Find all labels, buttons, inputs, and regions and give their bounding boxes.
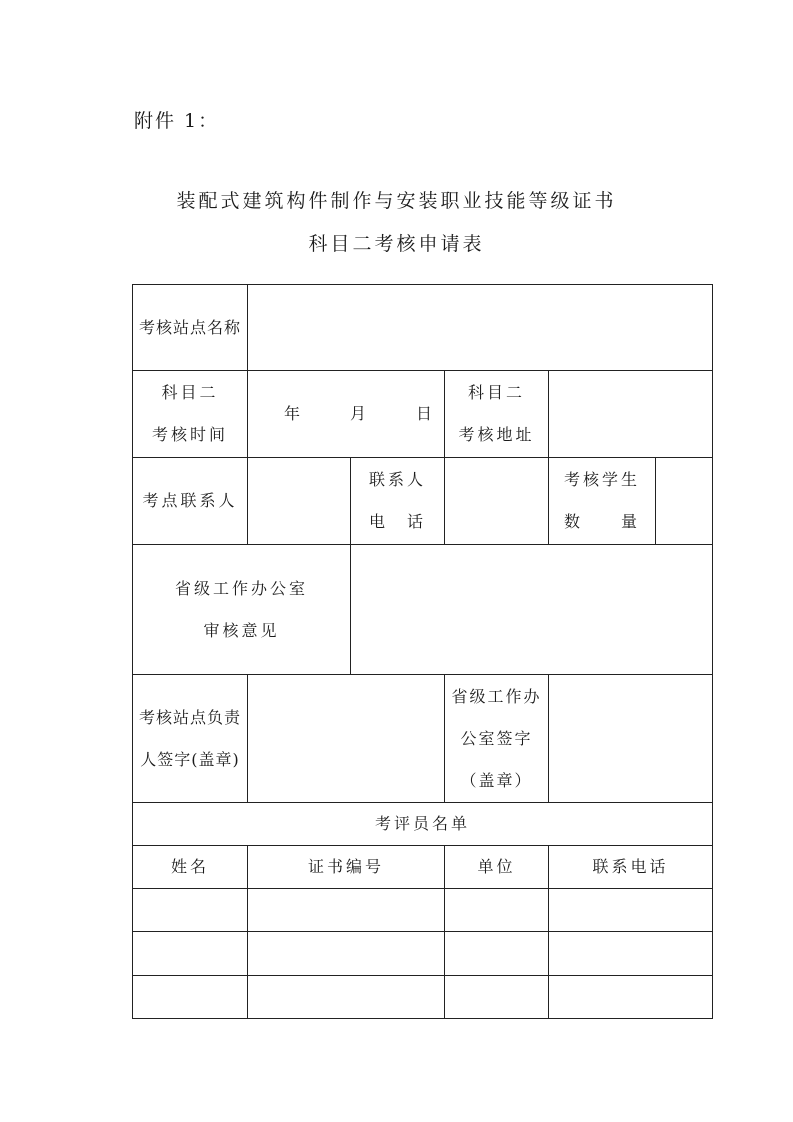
examiner-phone-cell[interactable]: [548, 888, 713, 932]
examiner-name-cell[interactable]: [132, 931, 248, 976]
site-name-label-text: 考核站点名称: [138, 317, 241, 337]
site-head-signature-label-line2: 人签字(盖章): [140, 749, 240, 769]
contact-phone-label-line2: 电 话: [368, 512, 426, 531]
examiners-header-name: [132, 845, 248, 889]
exam-address-label-line1: 科目二: [467, 383, 525, 402]
contact-person-label-text: 考点联系人: [142, 491, 238, 510]
site-name-field[interactable]: [247, 284, 713, 371]
column-header-phone: 联系电话: [592, 857, 669, 876]
examiner-unit-cell[interactable]: [444, 931, 549, 976]
site-head-signature-label: [132, 674, 248, 803]
examiners-header-certificate: [247, 845, 445, 889]
examiners-section-title-text: 考评员名单: [374, 814, 470, 833]
column-header-unit: 单位: [477, 857, 516, 876]
site-name-label: [132, 284, 248, 371]
provincial-review-label-line2: 审核意见: [203, 620, 280, 640]
provincial-review-label-line1: 省级工作办公室: [174, 578, 308, 598]
student-count-label: [548, 457, 656, 545]
student-count-field[interactable]: [655, 457, 713, 545]
exam-time-value: 年 月 日: [283, 404, 438, 423]
examiner-unit-cell[interactable]: [444, 888, 549, 932]
examiner-certificate-cell[interactable]: [247, 931, 445, 976]
student-count-label-line2: 数 量: [563, 512, 640, 531]
provincial-signature-field[interactable]: [548, 674, 713, 803]
examiner-name-cell[interactable]: [132, 975, 248, 1019]
contact-person-field[interactable]: [247, 457, 351, 545]
site-head-signature-label-line1: 考核站点负责: [138, 707, 241, 727]
exam-time-label: [132, 370, 248, 458]
provincial-signature-label-line3: （盖章）: [460, 770, 533, 790]
provincial-signature-label-line2: 公室签字: [460, 728, 533, 748]
examiner-phone-cell[interactable]: [548, 975, 713, 1019]
examiner-certificate-cell[interactable]: [247, 975, 445, 1019]
attachment-label: 附件 1：: [134, 110, 220, 132]
document-title-line1: 装配式建筑构件制作与安装职业技能等级证书: [176, 190, 617, 212]
column-header-name: 姓名: [170, 857, 209, 876]
examiner-name-cell[interactable]: [132, 888, 248, 932]
exam-address-label: [444, 370, 549, 458]
application-form-table: [132, 284, 713, 1018]
exam-time-field[interactable]: [247, 370, 445, 458]
examiner-unit-cell[interactable]: [444, 975, 549, 1019]
exam-address-field[interactable]: [548, 370, 713, 458]
contact-phone-label-line1: 联系人: [368, 470, 426, 489]
examiners-section-title: [132, 802, 713, 846]
exam-address-label-line2: 考核地址: [458, 425, 535, 444]
document-title-line2: 科目二考核申请表: [308, 233, 485, 255]
contact-phone-field[interactable]: [444, 457, 549, 545]
site-head-signature-field[interactable]: [247, 674, 445, 803]
contact-person-label: [132, 457, 248, 545]
exam-time-label-line2: 考核时间: [151, 425, 228, 444]
examiner-phone-cell[interactable]: [548, 931, 713, 976]
provincial-signature-label-line1: 省级工作办: [451, 686, 542, 706]
provincial-review-field[interactable]: [350, 544, 713, 675]
contact-phone-label: [350, 457, 445, 545]
column-header-certificate: 证书编号: [307, 857, 384, 876]
examiner-certificate-cell[interactable]: [247, 888, 445, 932]
examiners-header-phone: [548, 845, 713, 889]
student-count-label-line1: 考核学生: [563, 470, 640, 489]
exam-time-label-line1: 科目二: [161, 383, 219, 402]
provincial-review-label: [132, 544, 351, 675]
provincial-signature-label: [444, 674, 549, 803]
examiners-header-unit: [444, 845, 549, 889]
